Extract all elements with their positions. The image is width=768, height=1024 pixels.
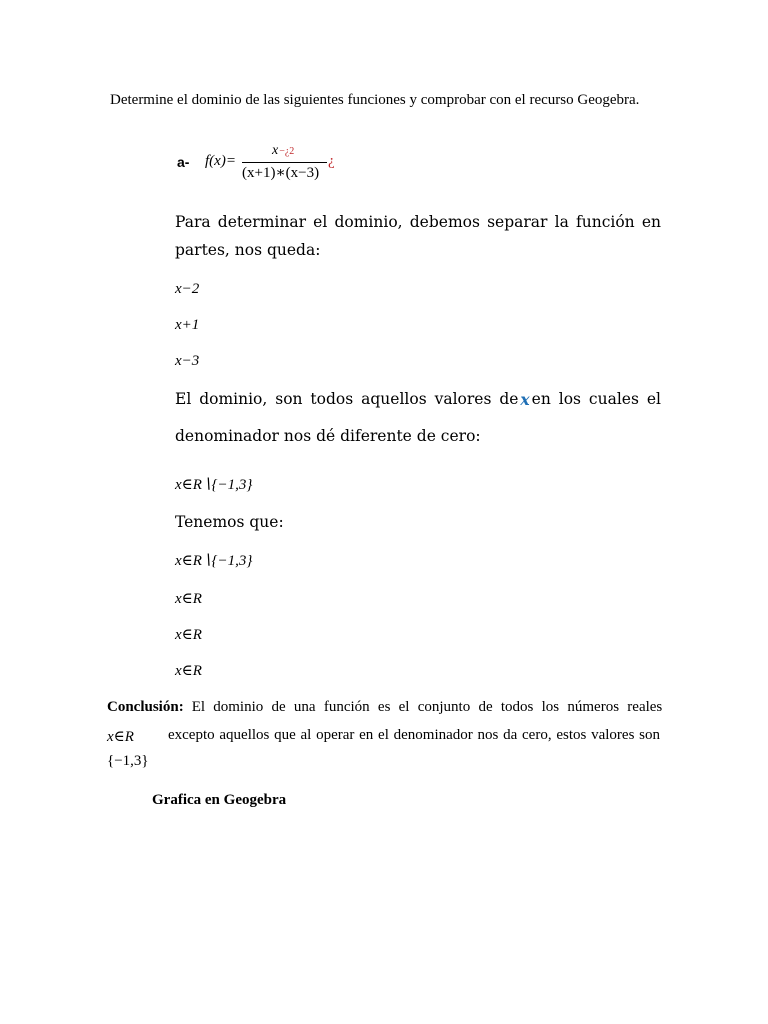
fraction-denominator: (x+1)∗(x−3) — [242, 165, 320, 181]
variable-x: x — [520, 390, 530, 409]
conclusion-line2 — [107, 727, 660, 746]
paragraph-separate-line1: Para determinar el dominio, debemos separar la función en — [175, 213, 661, 231]
result-domain-1: x∈R∖{−1,3} — [175, 553, 253, 569]
part-x-minus-2: x−2 — [175, 281, 200, 297]
conclusion-line1 — [107, 699, 663, 716]
paragraph-domain-line1 — [175, 390, 661, 409]
result-domain-4: x∈R — [175, 663, 202, 679]
conclusion-values: {−1,3} — [107, 753, 149, 769]
paragraph-domain-line2: denominador nos dé diferente de cero: — [175, 427, 481, 445]
result-domain-2: x∈R — [175, 591, 202, 607]
conclusion-label: Conclusión: — [107, 699, 184, 715]
graph-heading: Grafica en Geogebra — [152, 792, 287, 808]
function-trailing: ¿ — [328, 153, 335, 169]
paragraph-separate-line2: partes, nos queda: — [175, 241, 321, 259]
conclusion-math-x-in-r: x∈R — [107, 729, 134, 745]
part-x-minus-3: x−3 — [175, 353, 200, 369]
conclusion-text-line2: excepto aquellos que al operar en el denominador nos da cero, estos valores son — [167, 727, 660, 743]
paragraph-domain-after: en los cuales el — [531, 390, 661, 408]
conclusion-text-line1: El dominio de una función es el conjunto de todos los números reales — [191, 699, 663, 715]
instruction-text: Determine el dominio de las siguientes funciones y comprobar con el recurso Geogebra. — [110, 92, 640, 108]
item-label: a- — [177, 154, 190, 170]
paragraph-domain-before: El dominio, son todos aquellos valores de — [175, 390, 519, 408]
function-lhs: f(x)= — [205, 153, 236, 169]
part-x-plus-1: x+1 — [175, 317, 200, 333]
tenemos-que: Tenemos que: — [175, 513, 284, 531]
fraction-numerator: x−¿2 — [272, 143, 295, 158]
domain-expression: x∈R∖{−1,3} — [175, 477, 253, 493]
result-domain-3: x∈R — [175, 627, 202, 643]
